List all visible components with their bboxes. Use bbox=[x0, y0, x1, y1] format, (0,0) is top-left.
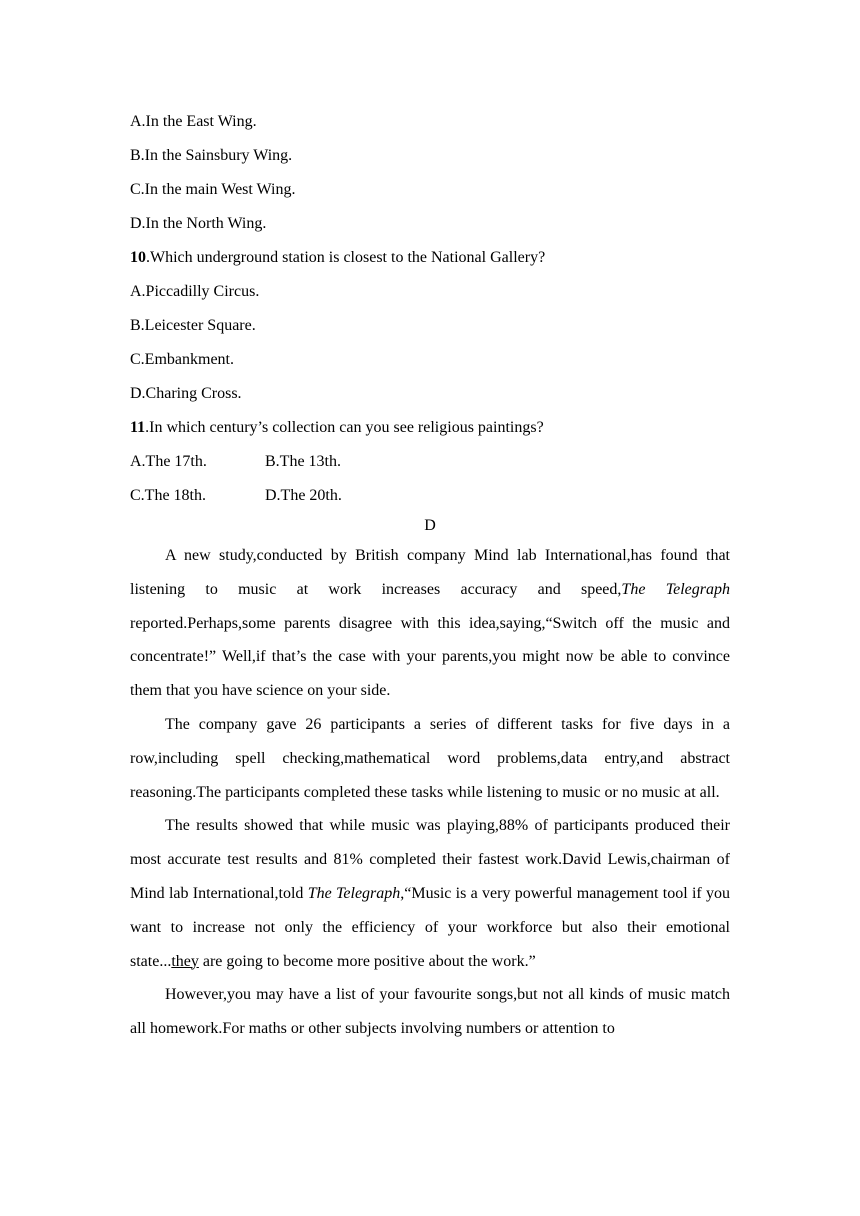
section-heading: D bbox=[424, 517, 436, 534]
p1-source-title: The Telegraph bbox=[621, 580, 731, 598]
q9-option-a: A.In the East Wing. bbox=[130, 113, 257, 130]
q11-options-row-2 bbox=[130, 479, 730, 513]
passage-paragraph-3 bbox=[130, 809, 730, 978]
q11-option-c: C.The 18th. bbox=[130, 487, 206, 504]
q11-options-row-1 bbox=[130, 445, 730, 479]
q10-option-a: A.Piccadilly Circus. bbox=[130, 283, 260, 300]
q9-option-b: B.In the Sainsbury Wing. bbox=[130, 147, 293, 164]
q11-number: 11 bbox=[130, 419, 146, 436]
q11-option-a: A.The 17th. bbox=[130, 453, 207, 470]
q10-question bbox=[130, 241, 730, 275]
q10-option-d: D.Charing Cross. bbox=[130, 385, 242, 402]
p1-text-a: A new study,conducted by British company Mind lab International,has found that listening to music at work increases accuracy and speed, bbox=[130, 547, 730, 598]
q10-number: 10 bbox=[130, 249, 146, 266]
p3-source-title: The Telegraph bbox=[307, 884, 401, 902]
p3-text-c: ,“Music is a very powerful management tool if you want to increase not only the efficiency of your workforce but also their emotional state... bbox=[130, 884, 731, 970]
p3-text-a: The results showed that while music was playing,88% of participants produced their most accurate test results and 81% completed their fastest work.David Lewis,chairman of Mind lab International,told bbox=[130, 817, 730, 902]
q11-text: .In which century’s collection can you see religious paintings? bbox=[145, 419, 544, 436]
q9-option-d: D.In the North Wing. bbox=[130, 215, 267, 232]
q11-option-d: D.The 20th. bbox=[265, 487, 342, 504]
q9-option-c: C.In the main West Wing. bbox=[130, 181, 296, 198]
q10-text: .Which underground station is closest to the National Gallery? bbox=[146, 249, 546, 266]
p1-text-c: reported.Perhaps,some parents disagree with this idea,saying,“Switch off the music and concentrate!” Well,if that’s the case with your parents,you might now be able to convince them that you have science on your side. bbox=[130, 614, 730, 700]
q10-option-c: C.Embankment. bbox=[130, 351, 234, 368]
q11-option-b: B.The 13th. bbox=[265, 453, 341, 470]
passage bbox=[130, 539, 730, 1046]
q10-option-b: B.Leicester Square. bbox=[130, 317, 256, 334]
q11-question bbox=[130, 411, 730, 445]
p3-text-e: are going to become more positive about the work.” bbox=[198, 952, 536, 970]
passage-paragraph-1 bbox=[130, 539, 730, 708]
document-page bbox=[130, 105, 730, 1046]
passage-paragraph-4: However,you may have a list of your favourite songs,but not all kinds of music match all homework.For maths or other subjects involving numbers or attention to bbox=[130, 986, 730, 1038]
p3-underlined-word: they bbox=[171, 952, 199, 970]
passage-paragraph-2: The company gave 26 participants a series of different tasks for five days in a row,including spell checking,mathematical word problems,data entry,and abstract reasoning.The participants completed these tasks while listening to music or no music at all. bbox=[130, 715, 730, 801]
